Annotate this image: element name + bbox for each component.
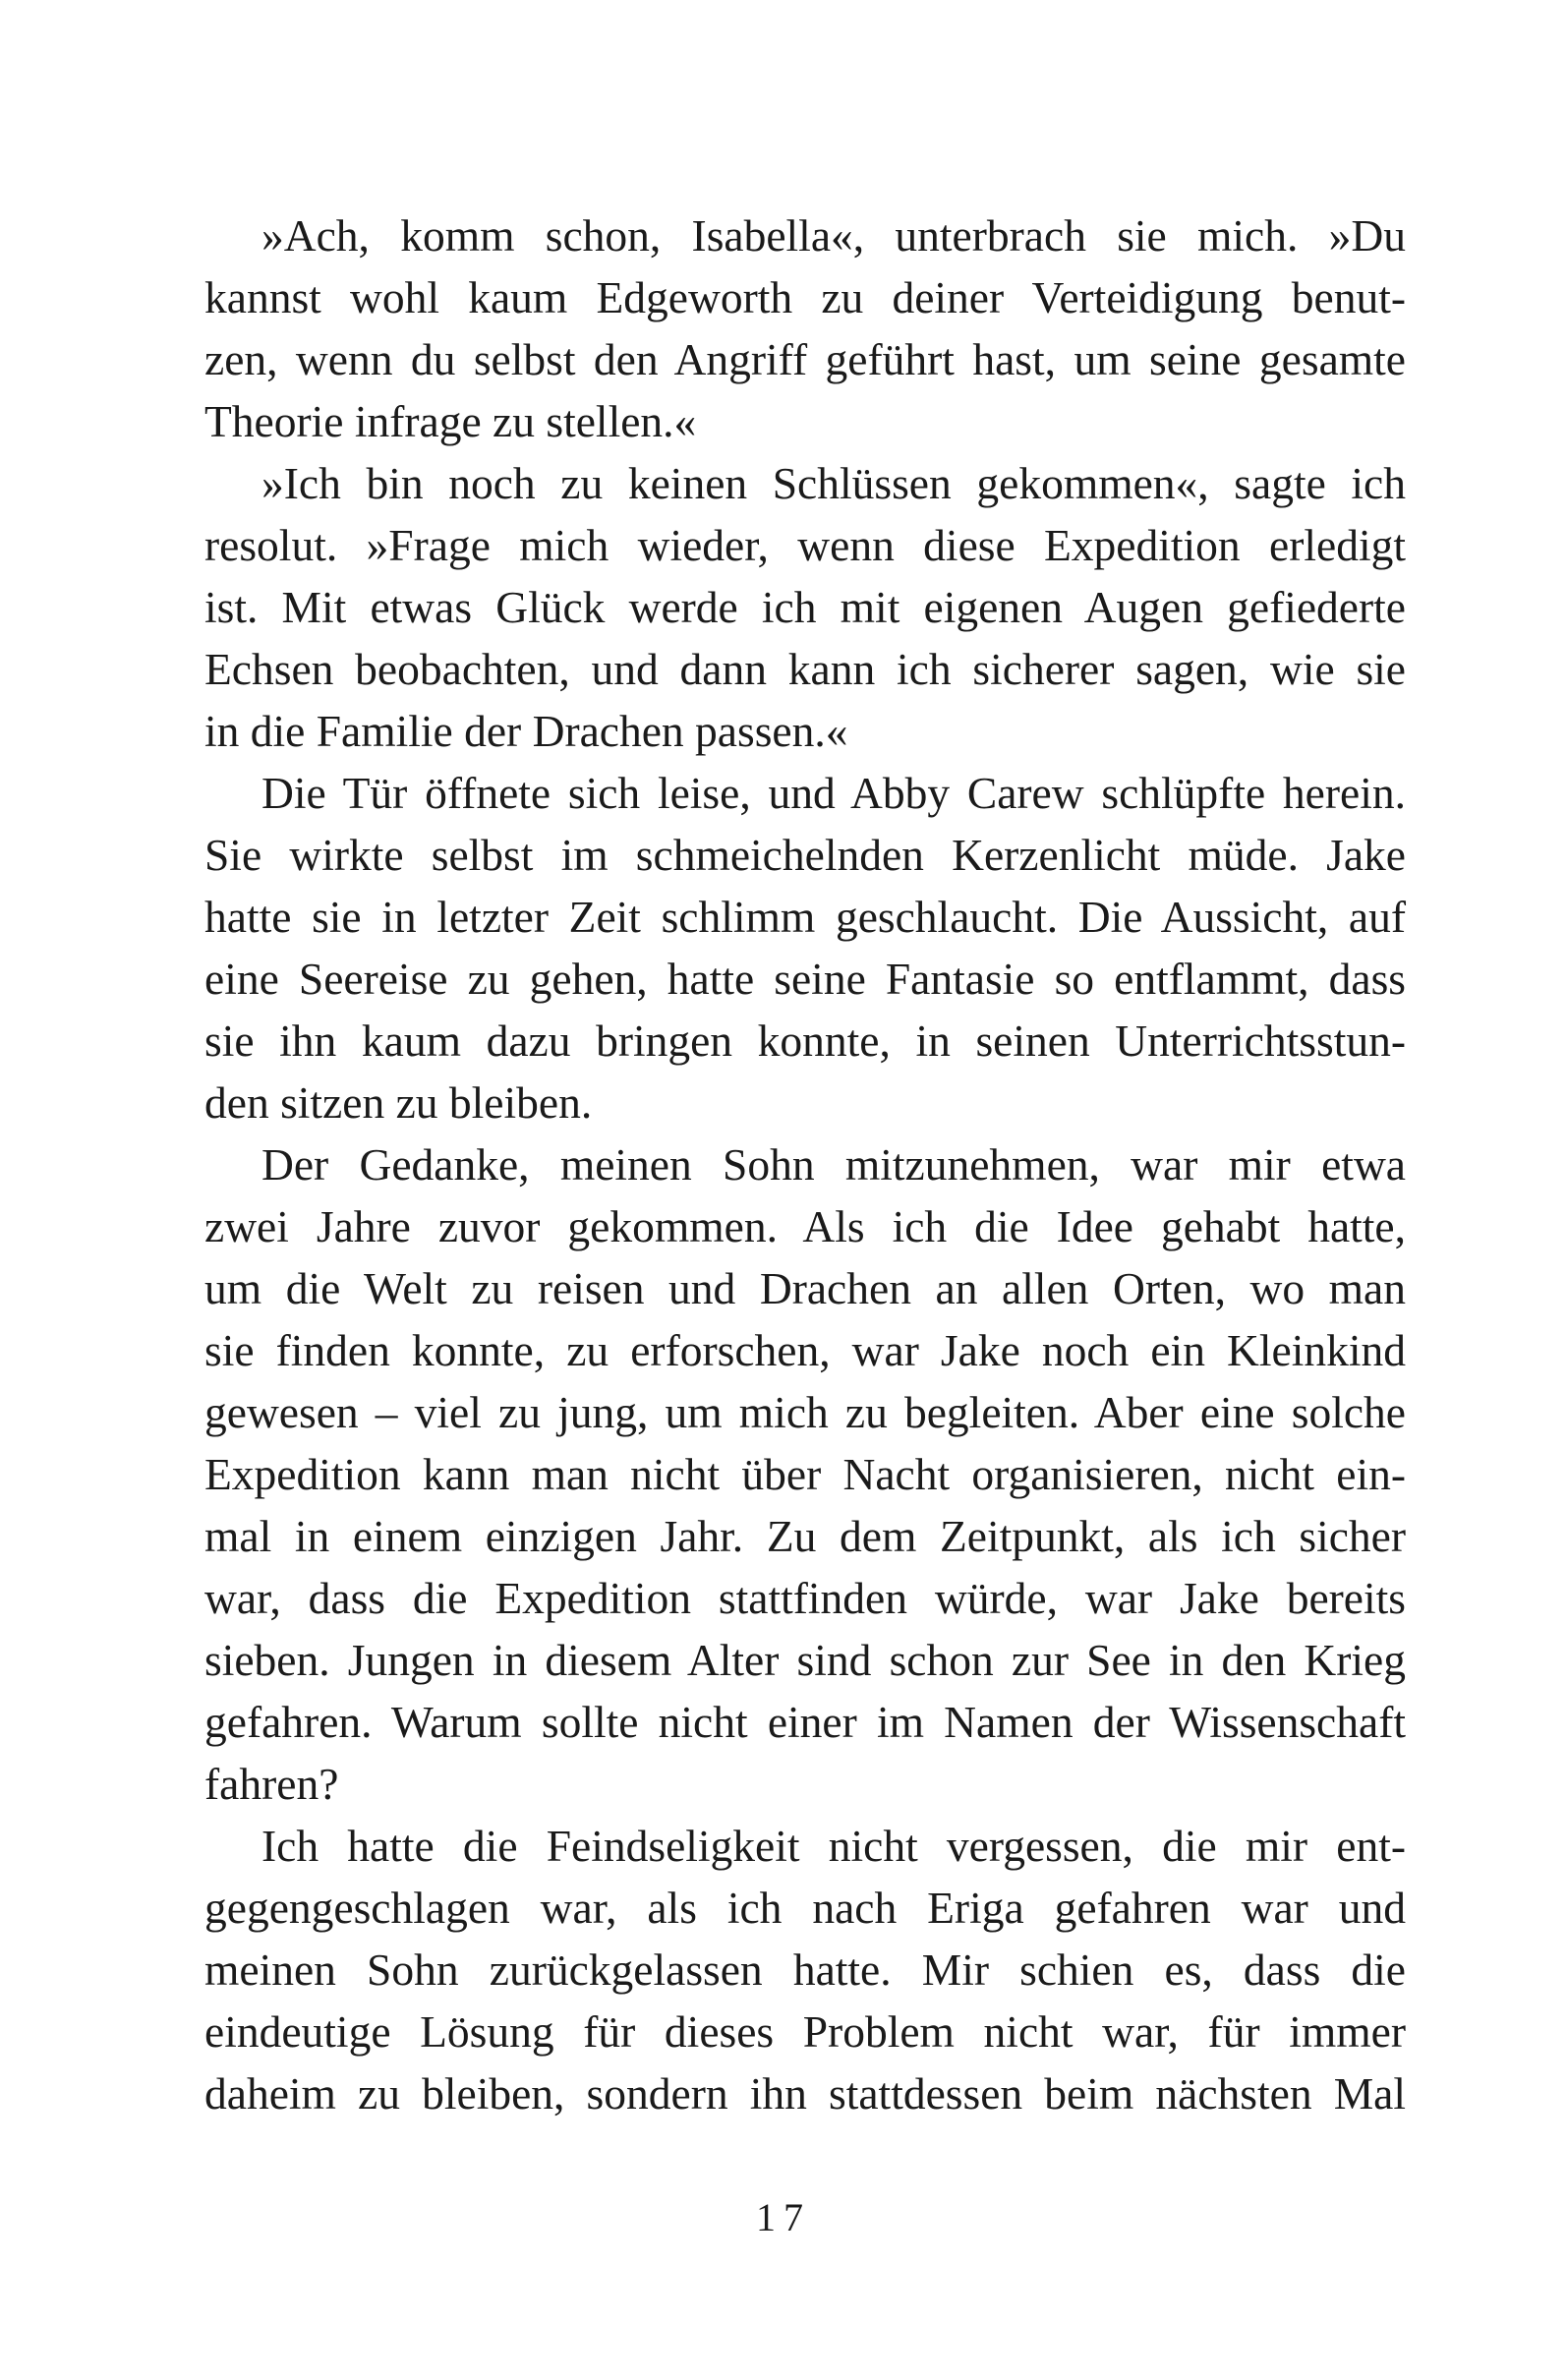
paragraph [204, 1815, 1406, 2124]
text-line: »Ich bin noch zu keinen Schlüssen gekommen«, sagte ich [261, 458, 1406, 508]
text-line: den sitzen zu bleiben. [204, 1077, 593, 1128]
text-line: eindeutige Lösung für dieses Problem nicht war, für immer [204, 2006, 1406, 2057]
text-line: zen, wenn du selbst den Angriff geführt hast, um seine gesamte [204, 334, 1406, 384]
text-line: »Ach, komm schon, Isabella«, unterbrach sie mich. »Du [261, 210, 1406, 261]
text-line: gegengeschlagen war, als ich nach Eriga gefahren war und [204, 1883, 1406, 1933]
text-line: Sie wirkte selbst im schmeichelnden Kerzenlicht müde. Jake [204, 830, 1406, 880]
text-line: zwei Jahre zuvor gekommen. Als ich die Idee gehabt hatte, [204, 1201, 1406, 1251]
text-line: hatte sie in letzter Zeit schlimm geschlaucht. Die Aussicht, auf [204, 892, 1406, 942]
text-line: sie ihn kaum dazu bringen konnte, in seinen Unterrichtsstun- [204, 1016, 1406, 1066]
text-line: fahren? [204, 1759, 339, 1809]
text-line: Die Tür öffnete sich leise, und Abby Carew schlüpfte herein. [261, 768, 1406, 818]
text-line: ist. Mit etwas Glück werde ich mit eigenen Augen gefiederte [204, 582, 1406, 632]
paragraph [204, 762, 1406, 1133]
text-line: daheim zu bleiben, sondern ihn stattdessen beim nächsten Mal [204, 2068, 1406, 2119]
text-line: war, dass die Expedition stattfinden würde, war Jake bereits [204, 1573, 1406, 1623]
text-line: sieben. Jungen in diesem Alter sind schon zur See in den Krieg [204, 1635, 1406, 1685]
text-line: Echsen beobachten, und dann kann ich sicherer sagen, wie sie [204, 644, 1406, 694]
text-line: resolut. »Frage mich wieder, wenn diese Expedition erledigt [204, 520, 1406, 570]
text-line: gewesen – viel zu jung, um mich zu begleiten. Aber eine solche [204, 1387, 1406, 1437]
body-text [204, 204, 1406, 2124]
text-line: um die Welt zu reisen und Drachen an allen Orten, wo man [204, 1263, 1406, 1313]
paragraph [204, 1133, 1406, 1815]
text-line: gefahren. Warum sollte nicht einer im Namen der Wissenschaft [204, 1697, 1406, 1747]
paragraph [204, 204, 1406, 452]
text-line: in die Familie der Drachen passen.« [204, 706, 848, 756]
text-line: meinen Sohn zurückgelassen hatte. Mir schien es, dass die [204, 1945, 1406, 1995]
text-line: sie finden konnte, zu erforschen, war Jake noch ein Kleinkind [204, 1325, 1406, 1375]
page-number: 17 [756, 2195, 811, 2239]
text-line: kannst wohl kaum Edgeworth zu deiner Verteidigung benut- [204, 272, 1406, 322]
text-line: Theorie infrage zu stellen.« [204, 396, 697, 446]
text-line: Expedition kann man nicht über Nacht organisieren, nicht ein- [204, 1449, 1406, 1499]
paragraph [204, 452, 1406, 762]
text-line: mal in einem einzigen Jahr. Zu dem Zeitpunkt, als ich sicher [204, 1511, 1406, 1561]
text-line: eine Seereise zu gehen, hatte seine Fantasie so entflammt, dass [204, 954, 1406, 1004]
text-line: Ich hatte die Feindseligkeit nicht vergessen, die mir ent- [261, 1821, 1406, 1871]
text-line: Der Gedanke, meinen Sohn mitzunehmen, war mir etwa [261, 1139, 1406, 1190]
